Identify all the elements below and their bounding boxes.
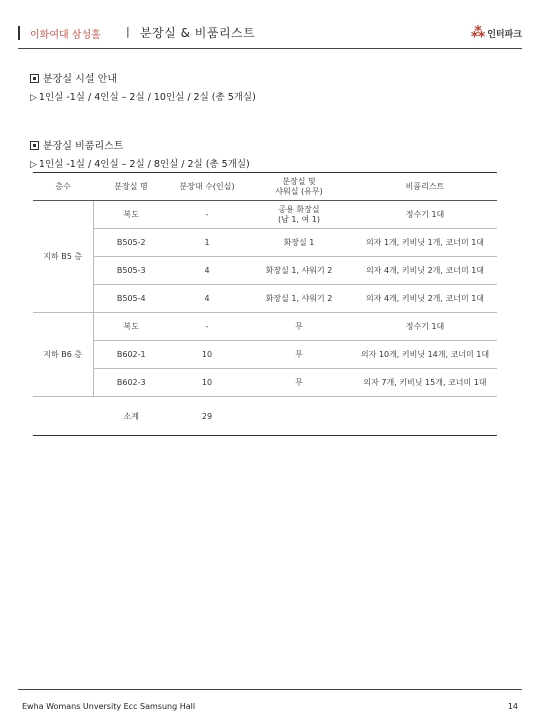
items-cell: 의자 7개, 키비닛 15개, 코너미 1대 [353, 369, 497, 397]
facility-cell: 무 [245, 313, 353, 341]
table-row [33, 229, 497, 257]
count-cell: - [169, 313, 245, 341]
header-room-name: 분장실 명 [93, 173, 169, 201]
inventory-heading: 분장실 비품리스트 [43, 141, 124, 152]
checkbox-square-icon [30, 141, 39, 150]
facility-cell: 무 [245, 341, 353, 369]
count-cell: 4 [169, 285, 245, 313]
room-name-cell: B602-3 [93, 369, 169, 397]
facility-detail: 1인실 -1실 / 4인실 – 2실 / 10인실 / 2실 (총 5개실) [38, 92, 256, 103]
count-cell: 4 [169, 257, 245, 285]
footer-venue: Ewha Womans Unversity Ecc Samsung Hall [22, 702, 196, 711]
facility-section [30, 70, 256, 103]
header-rule [18, 48, 522, 49]
header-subtitle: 이화여대 삼성홀 [30, 30, 101, 41]
room-name-cell: B505-4 [93, 285, 169, 313]
logo-text: 인터파크 [487, 29, 522, 40]
header-separator: | [126, 25, 130, 38]
floor-cell: 지하 B6 층 [33, 313, 93, 397]
items-cell: 의자 1개, 키비닛 1개, 코너미 1대 [353, 229, 497, 257]
triangle-right-icon: ▷ [30, 160, 37, 170]
checkbox-square-icon [30, 74, 39, 83]
total-row [33, 397, 497, 436]
page-number: 14 [507, 702, 518, 711]
page-title: 분장실 & 비품리스트 [140, 26, 256, 40]
facility-cell: 화장실 1, 샤워기 2 [245, 257, 353, 285]
page-header [18, 22, 522, 46]
table-row [33, 313, 497, 341]
table-header-row [33, 173, 497, 201]
total-value: 29 [169, 397, 245, 436]
room-name-cell: B505-3 [93, 257, 169, 285]
items-cell: 의자 4개, 키비닛 2개, 코너미 1대 [353, 285, 497, 313]
total-label: 소계 [33, 397, 169, 436]
footer-rule [18, 689, 522, 690]
inventory-table [33, 172, 497, 436]
triangle-right-icon: ▷ [30, 93, 37, 103]
table-row [33, 341, 497, 369]
items-cell: 정수기 1대 [353, 201, 497, 229]
header-facility: 분장실 및 샤워실 (유무) [245, 173, 353, 201]
room-name-cell: 복도 [93, 201, 169, 229]
facility-cell: 공용 화장실 (남 1, 여 1) [245, 201, 353, 229]
total-empty-cell [353, 397, 497, 436]
items-cell: 의자 10개, 키비닛 14개, 코너미 1대 [353, 341, 497, 369]
table-row [33, 369, 497, 397]
total-empty-cell [245, 397, 353, 436]
count-cell: 1 [169, 229, 245, 257]
inventory-detail: 1인실 -1실 / 4인실 – 2실 / 8인실 / 2실 (총 5개실) [38, 159, 250, 170]
header-station-count: 분장대 수(인실) [169, 173, 245, 201]
room-name-cell: 복도 [93, 313, 169, 341]
facility-cell: 무 [245, 369, 353, 397]
floor-cell: 지하 B5 층 [33, 201, 93, 313]
facility-heading: 분장실 시설 안내 [43, 74, 117, 85]
count-cell: 10 [169, 341, 245, 369]
items-cell: 의자 4개, 키비닛 2개, 코너미 1대 [353, 257, 497, 285]
table-row [33, 201, 497, 229]
interpark-logo [471, 22, 522, 44]
count-cell: 10 [169, 369, 245, 397]
facility-cell: 화장실 1 [245, 229, 353, 257]
room-name-cell: B505-2 [93, 229, 169, 257]
count-cell: - [169, 201, 245, 229]
table-row [33, 257, 497, 285]
header-items: 비품리스트 [353, 173, 497, 201]
facility-cell: 화장실 1, 샤워기 2 [245, 285, 353, 313]
inventory-section [30, 137, 250, 170]
items-cell: 정수기 1대 [353, 313, 497, 341]
room-name-cell: B602-1 [93, 341, 169, 369]
header-floor: 층수 [33, 173, 93, 201]
table-row [33, 285, 497, 313]
logo-mark-icon: ⁂ [470, 25, 486, 41]
header-accent-bar [18, 26, 20, 40]
